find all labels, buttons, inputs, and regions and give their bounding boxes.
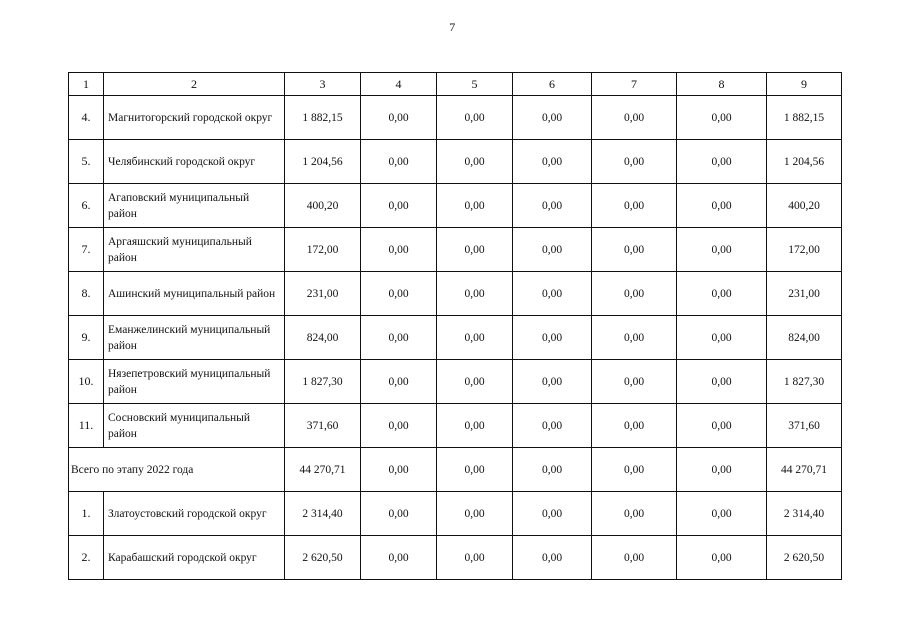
page-number: 7: [449, 20, 456, 34]
value-cell: 1 204,56: [285, 140, 361, 184]
table-row: [69, 536, 842, 580]
municipality-name: Ашинский муниципальный район: [104, 272, 285, 316]
value-cell: 1 827,30: [285, 360, 361, 404]
value-cell: 0,00: [437, 360, 513, 404]
total-label: Всего по этапу 2022 года: [69, 448, 285, 492]
value-cell: 0,00: [361, 228, 437, 272]
value-cell: 0,00: [513, 272, 592, 316]
value-cell: 0,00: [361, 316, 437, 360]
column-header: 2: [104, 73, 285, 96]
value-cell: 0,00: [677, 140, 767, 184]
value-cell: 0,00: [513, 96, 592, 140]
row-number: 6.: [69, 184, 104, 228]
row-number: 4.: [69, 96, 104, 140]
value-cell: 0,00: [513, 140, 592, 184]
value-cell: 400,20: [285, 184, 361, 228]
value-cell: 0,00: [677, 316, 767, 360]
value-cell: 0,00: [361, 536, 437, 580]
column-header: 5: [437, 73, 513, 96]
municipality-name: Златоустовский городской округ: [104, 492, 285, 536]
municipality-name: Карабашский городской округ: [104, 536, 285, 580]
value-cell: 0,00: [677, 448, 767, 492]
value-cell: 0,00: [437, 184, 513, 228]
value-cell: 0,00: [361, 272, 437, 316]
value-cell: 172,00: [767, 228, 842, 272]
value-cell: 0,00: [513, 404, 592, 448]
value-cell: 172,00: [285, 228, 361, 272]
data-table: [68, 72, 842, 580]
column-header: 1: [69, 73, 104, 96]
table-body: [69, 73, 842, 580]
value-cell: 0,00: [592, 228, 677, 272]
value-cell: 371,60: [767, 404, 842, 448]
value-cell: 0,00: [437, 316, 513, 360]
table-row: [69, 96, 842, 140]
row-number: 1.: [69, 492, 104, 536]
value-cell: 231,00: [285, 272, 361, 316]
municipality-name: Аргаяшский муниципальный район: [104, 228, 285, 272]
municipality-name: Сосновский муниципальный район: [104, 404, 285, 448]
value-cell: 0,00: [592, 96, 677, 140]
row-number: 10.: [69, 360, 104, 404]
municipality-name: Агаповский муниципальный район: [104, 184, 285, 228]
table-row: [69, 360, 842, 404]
value-cell: 1 827,30: [767, 360, 842, 404]
header-row: [69, 73, 842, 96]
value-cell: 0,00: [677, 360, 767, 404]
value-cell: 44 270,71: [767, 448, 842, 492]
value-cell: 0,00: [592, 404, 677, 448]
table-row: [69, 316, 842, 360]
value-cell: 0,00: [361, 140, 437, 184]
value-cell: 400,20: [767, 184, 842, 228]
value-cell: 0,00: [361, 184, 437, 228]
table-row: [69, 272, 842, 316]
value-cell: 0,00: [677, 272, 767, 316]
municipality-name: Магнитогорский городской округ: [104, 96, 285, 140]
value-cell: 0,00: [361, 96, 437, 140]
value-cell: 0,00: [592, 272, 677, 316]
value-cell: 0,00: [513, 448, 592, 492]
value-cell: 1 882,15: [767, 96, 842, 140]
value-cell: 0,00: [592, 536, 677, 580]
total-row: [69, 448, 842, 492]
table-row: [69, 404, 842, 448]
value-cell: 2 620,50: [767, 536, 842, 580]
column-header: 4: [361, 73, 437, 96]
row-number: 2.: [69, 536, 104, 580]
value-cell: 0,00: [437, 140, 513, 184]
value-cell: 0,00: [437, 228, 513, 272]
column-header: 6: [513, 73, 592, 96]
value-cell: 0,00: [437, 536, 513, 580]
value-cell: 0,00: [677, 184, 767, 228]
value-cell: 1 204,56: [767, 140, 842, 184]
value-cell: 0,00: [513, 316, 592, 360]
value-cell: 0,00: [513, 184, 592, 228]
column-header: 9: [767, 73, 842, 96]
value-cell: 1 882,15: [285, 96, 361, 140]
table-row: [69, 228, 842, 272]
value-cell: 0,00: [437, 96, 513, 140]
value-cell: 824,00: [767, 316, 842, 360]
value-cell: 0,00: [437, 448, 513, 492]
municipality-name: Еманжелинский муниципальный район: [104, 316, 285, 360]
column-header: 3: [285, 73, 361, 96]
value-cell: 0,00: [361, 360, 437, 404]
value-cell: 0,00: [361, 404, 437, 448]
municipality-name: Нязепетровский муниципальный район: [104, 360, 285, 404]
value-cell: 0,00: [677, 228, 767, 272]
value-cell: 44 270,71: [285, 448, 361, 492]
row-number: 9.: [69, 316, 104, 360]
value-cell: 0,00: [677, 96, 767, 140]
row-number: 8.: [69, 272, 104, 316]
municipality-name: Челябинский городской округ: [104, 140, 285, 184]
table-row: [69, 184, 842, 228]
value-cell: 0,00: [437, 492, 513, 536]
value-cell: 0,00: [513, 228, 592, 272]
value-cell: 0,00: [513, 360, 592, 404]
row-number: 11.: [69, 404, 104, 448]
value-cell: 0,00: [361, 492, 437, 536]
value-cell: 824,00: [285, 316, 361, 360]
row-number: 5.: [69, 140, 104, 184]
value-cell: 0,00: [677, 492, 767, 536]
value-cell: 0,00: [592, 360, 677, 404]
value-cell: 0,00: [513, 536, 592, 580]
value-cell: 0,00: [592, 184, 677, 228]
row-number: 7.: [69, 228, 104, 272]
value-cell: 0,00: [677, 536, 767, 580]
value-cell: 2 620,50: [285, 536, 361, 580]
value-cell: 0,00: [592, 140, 677, 184]
value-cell: 0,00: [592, 316, 677, 360]
value-cell: 0,00: [361, 448, 437, 492]
column-header: 7: [592, 73, 677, 96]
value-cell: 0,00: [513, 492, 592, 536]
value-cell: 0,00: [677, 404, 767, 448]
value-cell: 0,00: [592, 492, 677, 536]
value-cell: 2 314,40: [767, 492, 842, 536]
table-row: [69, 492, 842, 536]
value-cell: 0,00: [437, 272, 513, 316]
value-cell: 231,00: [767, 272, 842, 316]
value-cell: 2 314,40: [285, 492, 361, 536]
table-row: [69, 140, 842, 184]
column-header: 8: [677, 73, 767, 96]
value-cell: 0,00: [437, 404, 513, 448]
value-cell: 0,00: [592, 448, 677, 492]
value-cell: 371,60: [285, 404, 361, 448]
